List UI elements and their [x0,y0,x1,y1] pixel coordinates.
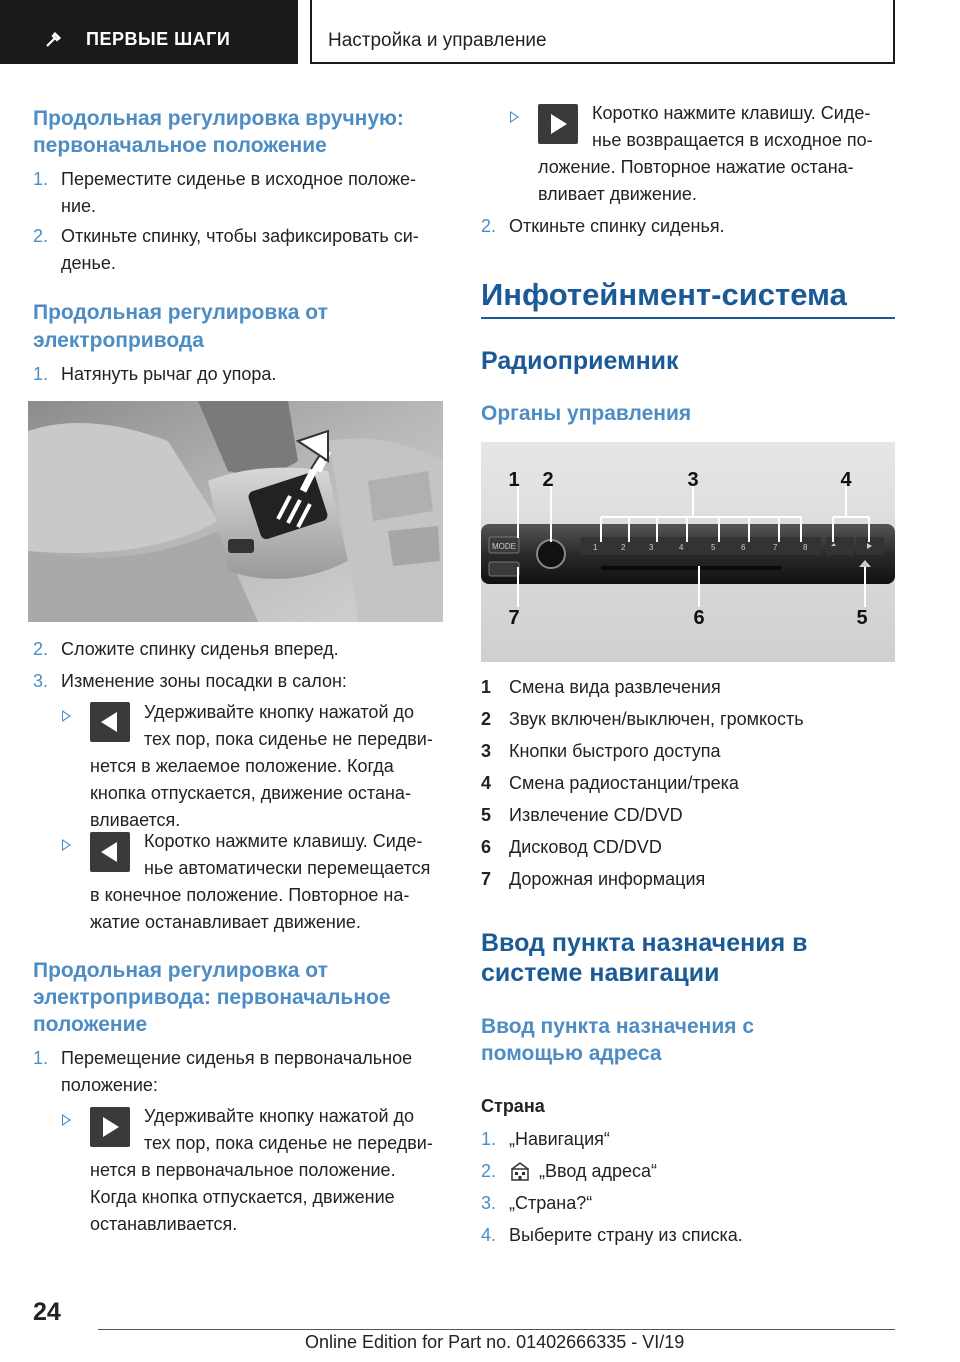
bullet-triangle-icon [62,839,71,851]
figure-label: 1 [508,469,520,491]
legend-text: Дорожная информация [509,869,706,889]
figure-label: 6 [693,607,705,629]
step-text: Натянуть рычаг до упора. [61,364,277,384]
heading-rule [481,317,895,319]
legend-number: 4 [481,773,492,793]
figure-label: 3 [687,469,699,491]
legend-text: Дисковод CD/DVD [509,837,662,857]
seat-back-button-icon [90,832,130,872]
step-number: 1. [481,1129,497,1149]
heading-radio: Радиоприемник [481,347,679,375]
seat-back-button-icon [90,702,130,742]
step-number: 2. [481,216,497,236]
bullet-text: нье возвращается в исходное по- [592,130,873,150]
step-text: Переместите сиденье в исходное положе- [61,169,417,189]
chapter-tab [0,0,298,64]
heading-manual-2: первоначальное положение [33,134,327,157]
heading-country: Страна [481,1096,545,1116]
bullet-text: жатие останавливает движение. [90,912,361,932]
bullet-text: нется в желаемое положение. Когда [90,756,394,776]
step-text: денье. [61,253,116,273]
step-text: Выберите страну из списка. [509,1225,743,1245]
step-number: 4. [481,1225,497,1245]
address-input-icon [509,1160,531,1182]
wrench-icon [44,29,64,49]
legend-text: Смена радиостанции/трека [509,773,739,793]
bullet-text: Коротко нажмите клавишу. Сиде- [592,103,871,123]
step-text: Изменение зоны посадки в салон: [61,671,347,691]
step-number: 3. [481,1193,497,1213]
figure-label: 4 [840,469,852,491]
step-number: 2. [481,1161,497,1181]
bullet-text: тех пор, пока сиденье не передви- [144,729,433,749]
legend-text: Звук включен/выключен, громкость [509,709,804,729]
step-text: Откиньте спинку, чтобы зафиксировать си- [61,226,419,246]
step-text: „Страна?“ [509,1193,593,1213]
step-text: положение: [61,1075,158,1095]
bullet-text: нется в первоначальное положение. [90,1160,396,1180]
seat-lever-photo [28,401,443,622]
bullet-text: ложение. Повторное нажатие остана- [538,157,854,177]
bullet-text: в конечное положение. Повторное на- [90,885,410,905]
seat-lever-illustration [28,401,443,622]
page-number: 24 [33,1298,61,1326]
legend-number: 1 [481,677,492,697]
svg-text:5: 5 [711,543,716,552]
heading-initial: Продольная регулировка от [33,959,328,982]
heading-address: Ввод пункта назначения с [481,1015,754,1038]
bullet-text: останавливается. [90,1214,238,1234]
svg-text:1: 1 [593,543,598,552]
svg-text:7: 7 [773,543,778,552]
legend-text: Кнопки быстрого доступа [509,741,721,761]
legend-text: Смена вида развлечения [509,677,721,697]
legend-text: Извлечение CD/DVD [509,805,683,825]
radio-panel-illustration [481,442,895,662]
svg-text:2: 2 [621,543,626,552]
step-number: 1. [33,364,49,384]
bullet-triangle-icon [62,1114,71,1126]
heading-manual: Продольная регулировка вручную: [33,107,404,130]
heading-infotainment: Инфотейнмент-система [481,277,847,312]
legend-number: 7 [481,869,492,889]
edition-note: Online Edition for Part no. 01402666335 - VI/19 [305,1332,685,1352]
step-number: 1. [33,169,49,189]
heading-address-2: помощью адреса [481,1042,662,1065]
step-text: ние. [61,196,97,216]
step-text: Перемещение сиденья в первоначальное [61,1048,413,1068]
heading-electric-2: электропривода [33,329,204,352]
svg-text:8: 8 [803,543,808,552]
bullet-text: Когда кнопка отпускается, движение [90,1187,395,1207]
step-text: „Ввод адреса“ [539,1161,658,1181]
bullet-text: Коротко нажмите клавишу. Сиде- [144,831,423,851]
footer-rule [98,1329,895,1330]
bullet-text: кнопка отпускается, движение остана- [90,783,411,803]
legend-number: 3 [481,741,492,761]
svg-text:3: 3 [649,543,654,552]
svg-text:6: 6 [741,543,746,552]
seat-forward-button-icon [538,104,578,144]
heading-initial-3: положение [33,1013,148,1036]
step-number: 2. [33,639,49,659]
step-number: 1. [33,1048,49,1068]
seat-forward-button-icon [90,1107,130,1147]
bullet-text: Удерживайте кнопку нажатой до [144,1106,415,1126]
page-header [0,0,960,66]
step-number: 2. [33,226,49,246]
chapter-title: ПЕРВЫЕ ШАГИ [86,29,231,49]
section-tab [310,0,895,64]
figure-label: 5 [856,607,868,629]
heading-initial-2: электропривода: первоначальное [33,986,391,1009]
bullet-text: тех пор, пока сиденье не передви- [144,1133,433,1153]
legend-number: 2 [481,709,492,729]
figure-label: 7 [508,607,520,629]
heading-controls: Органы управления [481,402,692,425]
step-number: 3. [33,671,49,691]
heading-electric: Продольная регулировка от [33,301,328,324]
bullet-text: нье автоматически перемещается [144,858,431,878]
mode-key-label: MODE [492,542,516,551]
section-title: Настройка и управление [328,30,547,51]
step-text: Сложите спинку сиденья вперед. [61,639,339,659]
heading-nav: Ввод пункта назначения в [481,929,808,957]
bullet-triangle-icon [510,111,519,123]
step-text: Откиньте спинку сиденья. [509,216,725,236]
legend-number: 6 [481,837,492,857]
heading-nav-2: системе навигации [481,959,720,987]
legend-number: 5 [481,805,492,825]
radio-panel-figure [481,442,895,662]
svg-text:4: 4 [679,543,684,552]
figure-label: 2 [542,469,554,491]
bullet-text: вливается. [90,810,181,830]
bullet-triangle-icon [62,710,71,722]
bullet-text: Удерживайте кнопку нажатой до [144,702,415,722]
bullet-text: вливает движение. [538,184,697,204]
step-text: „Навигация“ [509,1129,610,1149]
